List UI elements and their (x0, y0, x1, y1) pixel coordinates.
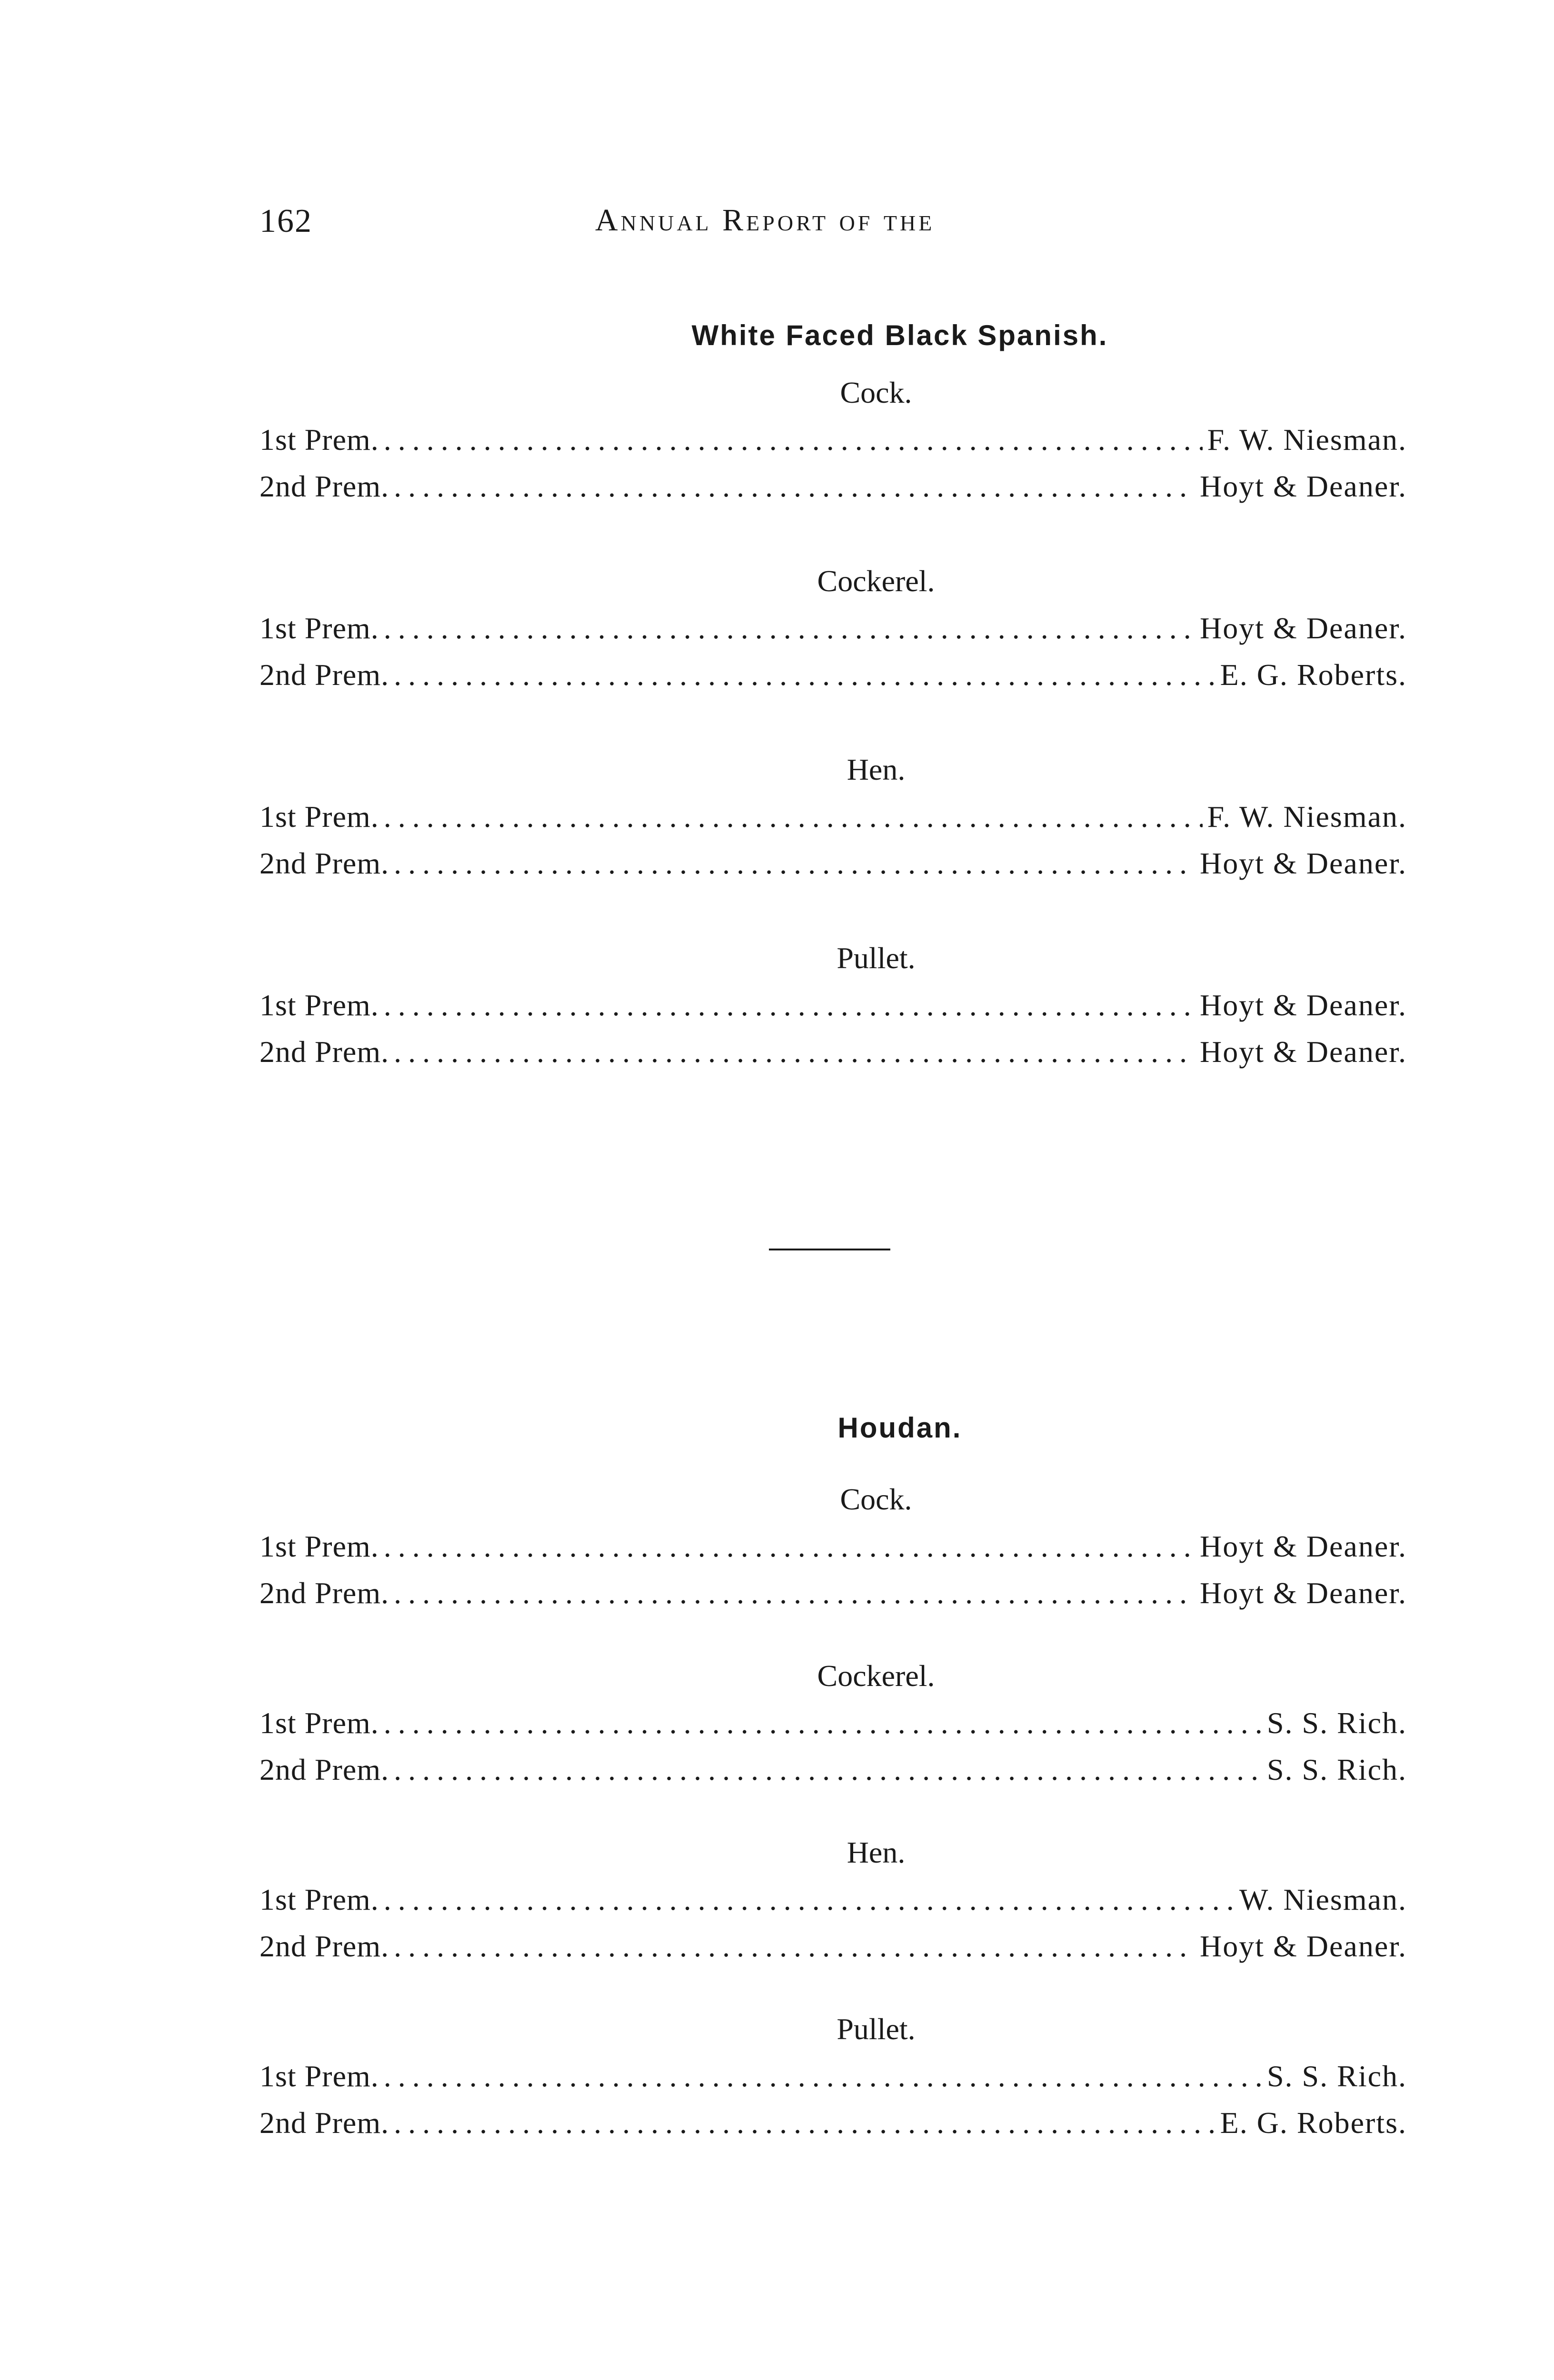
award-row (259, 416, 1407, 463)
award-place: 1st Prem. (259, 423, 379, 456)
dot-leader (384, 1876, 1235, 1923)
award-row (259, 1876, 1407, 1923)
award-row (259, 1523, 1407, 1570)
class-name: Pullet. (837, 941, 916, 975)
class-name: Cock. (840, 376, 912, 409)
class-pullet (259, 2005, 1407, 2146)
class-name: Cockerel. (817, 564, 935, 598)
dot-leader (394, 2100, 1215, 2146)
award-winner: Hoyt & Deaner. (1200, 1576, 1407, 1610)
award-row (259, 982, 1407, 1029)
award-place: 1st Prem. (259, 1529, 379, 1563)
award-place: 2nd Prem. (259, 2106, 389, 2140)
award-winner: E. G. Roberts. (1220, 2106, 1407, 2140)
award-winner: Hoyt & Deaner. (1200, 1035, 1407, 1069)
class-cock (259, 369, 1407, 510)
award-place: 1st Prem. (259, 2059, 379, 2093)
dot-leader (394, 840, 1195, 887)
award-place: 2nd Prem. (259, 1576, 389, 1610)
award-row (259, 2053, 1407, 2100)
award-winner: Hoyt & Deaner. (1200, 1929, 1407, 1963)
award-row (259, 1570, 1407, 1616)
section-divider (769, 1249, 890, 1250)
award-winner: W. Niesman. (1239, 1883, 1407, 1916)
award-place: 1st Prem. (259, 1706, 379, 1740)
award-row (259, 1029, 1407, 1075)
section-title: White Faced Black Spanish. (691, 319, 1108, 351)
dot-leader (394, 652, 1215, 698)
class-hen (259, 1829, 1407, 1970)
award-place: 2nd Prem. (259, 1035, 389, 1069)
award-row (259, 1746, 1407, 1793)
award-row (259, 463, 1407, 510)
award-winner: S. S. Rich. (1266, 1706, 1407, 1740)
award-place: 2nd Prem. (259, 1929, 389, 1963)
award-place: 1st Prem. (259, 800, 379, 833)
class-name: Cockerel. (817, 1659, 935, 1693)
award-winner: S. S. Rich. (1266, 2059, 1407, 2093)
page-number: 162 (259, 203, 312, 239)
award-row (259, 652, 1407, 698)
class-pullet (259, 934, 1407, 1075)
dot-leader (384, 1700, 1262, 1746)
class-name: Hen. (847, 753, 906, 786)
award-winner: F. W. Niesman. (1207, 423, 1407, 456)
dot-leader (394, 463, 1195, 510)
award-place: 2nd Prem. (259, 1753, 389, 1786)
section-white-faced-black-spanish (259, 312, 1407, 1118)
section-title: Houdan. (837, 1412, 962, 1444)
dot-leader (384, 982, 1195, 1029)
dot-leader (384, 2053, 1262, 2100)
class-cockerel (259, 557, 1407, 698)
award-row (259, 840, 1407, 887)
award-place: 1st Prem. (259, 611, 379, 645)
award-row (259, 605, 1407, 652)
dot-leader (384, 605, 1195, 652)
class-name: Pullet. (837, 2012, 916, 2046)
award-winner: S. S. Rich. (1266, 1753, 1407, 1786)
award-place: 2nd Prem. (259, 846, 389, 880)
class-cockerel (259, 1652, 1407, 1793)
dot-leader (384, 416, 1203, 463)
dot-leader (394, 1746, 1262, 1793)
class-name: Cock. (840, 1482, 912, 1516)
class-hen (259, 746, 1407, 887)
dot-leader (394, 1570, 1195, 1616)
award-row (259, 1923, 1407, 1970)
dot-leader (394, 1029, 1195, 1075)
class-name: Hen. (847, 1835, 906, 1869)
award-winner: Hoyt & Deaner. (1200, 846, 1407, 880)
award-row (259, 1700, 1407, 1746)
award-place: 2nd Prem. (259, 469, 389, 503)
award-place: 2nd Prem. (259, 658, 389, 692)
running-head: Annual Report of the (595, 203, 935, 238)
award-place: 1st Prem. (259, 1883, 379, 1916)
award-winner: F. W. Niesman. (1207, 800, 1407, 833)
dot-leader (384, 793, 1203, 840)
section-houdan (259, 1404, 1407, 2189)
class-cock (259, 1476, 1407, 1616)
award-winner: Hoyt & Deaner. (1200, 469, 1407, 503)
award-row (259, 793, 1407, 840)
dot-leader (384, 1523, 1195, 1570)
award-winner: Hoyt & Deaner. (1200, 988, 1407, 1022)
award-row (259, 2100, 1407, 2146)
award-winner: Hoyt & Deaner. (1200, 611, 1407, 645)
award-winner: E. G. Roberts. (1220, 658, 1407, 692)
dot-leader (394, 1923, 1195, 1970)
award-winner: Hoyt & Deaner. (1200, 1529, 1407, 1563)
award-place: 1st Prem. (259, 988, 379, 1022)
